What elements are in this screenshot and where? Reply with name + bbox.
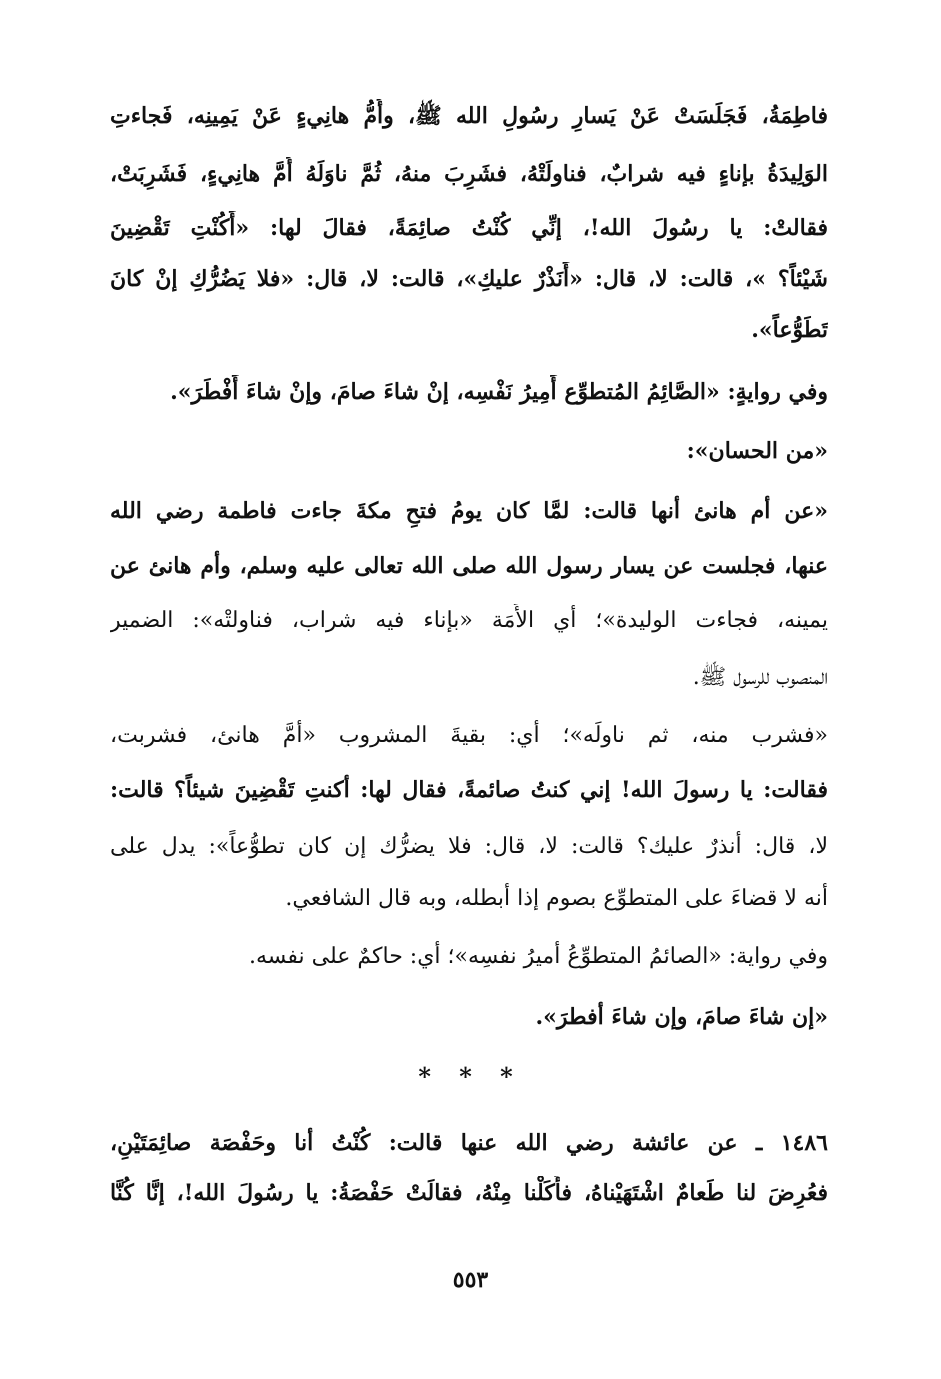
text-line: أنه لا قضاءَ على المتطوِّع بصوم إذا أبطله، وبه قال الشافعي. bbox=[285, 886, 828, 911]
page-number: ٥٥٣ bbox=[452, 1267, 489, 1293]
text-line: الوَلِيدَةُ بإناءٍ فيه شرابٌ، فناولَتْهُ، فشَرِبَ منهُ، ثُمَّ ناوَلَهُ أُمَّ هانِيءٍ، فَشَرِبَتْ، bbox=[110, 161, 828, 187]
text-line: فعُرِضَ لنا طَعامٌ اشْتَهَيْناهُ، فأَكَلْنا مِنْهُ، فقالَتْ حَفْصَةُ: يا رسُولَ الله!، إنَّا كُنَّا bbox=[110, 1180, 828, 1206]
text-line: فقالتْ: يا رسُولَ الله!، إنِّي كُنْتُ صائِمَةً، فقالَ لها: «أَكُنْتِ تَقْضِينَ bbox=[110, 215, 828, 241]
text-line: «فشرب منه، ثم ناولَه»؛ أي: بقيةَ المشروب «أمَّ هانئ، فشربت، bbox=[110, 723, 828, 748]
text-line: تَطَوُّعاً». bbox=[751, 317, 828, 343]
text-line: فقالت: يا رسولَ الله! إني كنتُ صائمةً، فقال لها: أكنتِ تَقْضِينَ شيئاً؟ قالت: bbox=[110, 777, 828, 803]
text-line: لا، قال: أنذرٌ عليك؟ قالت: لا، قال: فلا يضرُّك إن كان تطوُّعاً»: يدل على bbox=[110, 834, 828, 859]
text-line: فاطِمَةُ، فَجَلَسَتْ عَنْ يَسارِ رسُولِ الله ﷺ، وأُمُّ هانِيءٍ عَنْ يَمِينِه، فَجاءتِ bbox=[110, 103, 828, 129]
text-line: المنصوب للرسول ﷺ. bbox=[692, 665, 828, 690]
text-line: وفي روايةٍ: «الصَّائِمُ المُتطوِّع أَمِيرُ نَفْسِه، إنْ شاءَ صامَ، وإنْ شاءَ أَفْطَرَ». bbox=[170, 379, 828, 405]
text-line: «عن أم هانئ أنها قالت: لمَّا كان يومُ فتحِ مكةَ جاءت فاطمة رضي الله bbox=[110, 498, 828, 524]
section-heading: «من الحسان»: bbox=[686, 438, 828, 464]
text-line: يمينه، فجاءت الوليدة»؛ أي الأَمَة «بإناء فيه شراب، فناولتْه»: الضمير bbox=[110, 608, 828, 633]
text-line: شَيْئاً؟ »، قالت: لا، قال: «أَنَذْرٌ عليكِ»، قالت: لا، قال: «فلا يَضُرُّكِ إنْ كانَ bbox=[110, 266, 828, 292]
text-line: وفي رواية: «الصائمُ المتطوِّعُ أميرُ نفسِه»؛ أي: حاكمٌ على نفسه. bbox=[248, 944, 828, 969]
section-separator: * * * bbox=[418, 1062, 523, 1091]
text-line: ١٤٨٦ ـ عن عائشة رضي الله عنها قالت: كُنْتُ أنا وحَفْصَة صائِمَتَيْنِ، bbox=[110, 1130, 828, 1156]
text-line: عنها، فجلست عن يسار رسول الله صلى الله تعالى عليه وسلم، وأم هانئ عن bbox=[110, 553, 828, 579]
text-line: «إن شاءَ صامَ، وإن شاءَ أفطرَ». bbox=[535, 1004, 828, 1030]
